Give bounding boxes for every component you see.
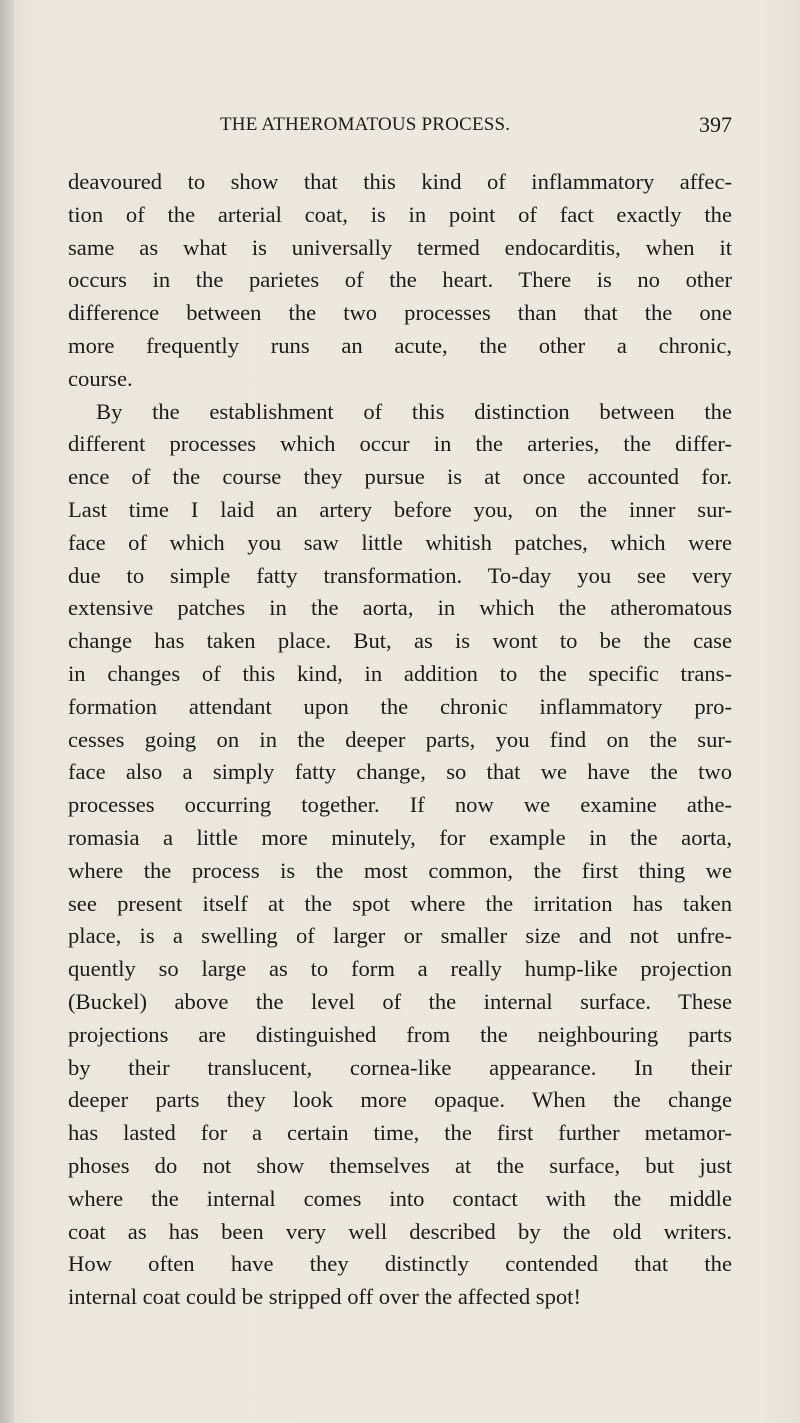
page-number: 397 xyxy=(699,112,732,137)
text-line: deeper parts they look more opaque. When the change xyxy=(68,1087,732,1113)
text-line: internal coat could be stripped off over the affected spot! xyxy=(68,1284,581,1310)
text-line: difference between the two processes than that the one xyxy=(68,300,732,326)
text-line: projections are distinguished from the neighbouring parts xyxy=(68,1021,732,1047)
text-line: course. xyxy=(68,365,133,391)
text-line: extensive patches in the aorta, in which the atheromatous xyxy=(68,595,732,621)
text-line: in changes of this kind, in addition to the specific trans- xyxy=(68,660,732,686)
paragraph-start-line: By the establishment of this distinction between the xyxy=(96,398,732,424)
text-line: romasia a little more minutely, for example in the aorta, xyxy=(68,824,732,850)
running-title: THE ATHEROMATOUS PROCESS. xyxy=(220,114,511,135)
text-line: by their translucent, cornea-like appearance. In their xyxy=(68,1054,732,1080)
text-line: place, is a swelling of larger or smaller size and not unfre- xyxy=(68,923,732,949)
text-line: same as what is universally termed endocarditis, when it xyxy=(68,234,732,260)
text-line: change has taken place. But, as is wont to be the case xyxy=(68,628,732,654)
text-line: ence of the course they pursue is at once accounted for. xyxy=(68,464,732,490)
text-line: different processes which occur in the arteries, the differ- xyxy=(68,431,732,457)
text-line: (Buckel) above the level of the internal surface. These xyxy=(68,988,732,1014)
binding-gutter xyxy=(0,0,14,1423)
text-line: occurs in the parietes of the heart. There is no other xyxy=(68,267,732,293)
text-line: coat as has been very well described by the old writers. xyxy=(68,1218,732,1244)
text-line: formation attendant upon the chronic inflammatory pro- xyxy=(68,693,732,719)
text-line: How often have they distinctly contended that the xyxy=(68,1251,732,1277)
text-line: quently so large as to form a really hump-like projection xyxy=(68,956,732,982)
text-line: where the internal comes into contact with the middle xyxy=(68,1185,732,1211)
text-line: where the process is the most common, the first thing we xyxy=(68,857,732,883)
running-head xyxy=(68,112,732,142)
text-line: tion of the arterial coat, is in point of fact exactly the xyxy=(68,201,732,227)
text-line: phoses do not show themselves at the surface, but just xyxy=(68,1152,732,1178)
text-line: cesses going on in the deeper parts, you find on the sur- xyxy=(68,726,732,752)
text-line: Last time I laid an artery before you, on the inner sur- xyxy=(68,496,732,522)
text-line: see present itself at the spot where the irritation has taken xyxy=(68,890,732,916)
text-line: deavoured to show that this kind of inflammatory affec- xyxy=(68,169,732,194)
text-line: processes occurring together. If now we examine athe- xyxy=(68,792,732,818)
text-line: has lasted for a certain time, the first further metamor- xyxy=(68,1120,732,1146)
text-line: due to simple fatty transformation. To-day you see very xyxy=(68,562,732,588)
text-line: face of which you saw little whitish patches, which were xyxy=(68,529,732,555)
body-text xyxy=(68,166,732,1314)
text-line: face also a simply fatty change, so that we have the two xyxy=(68,759,732,785)
text-line: more frequently runs an acute, the other a chronic, xyxy=(68,332,732,358)
